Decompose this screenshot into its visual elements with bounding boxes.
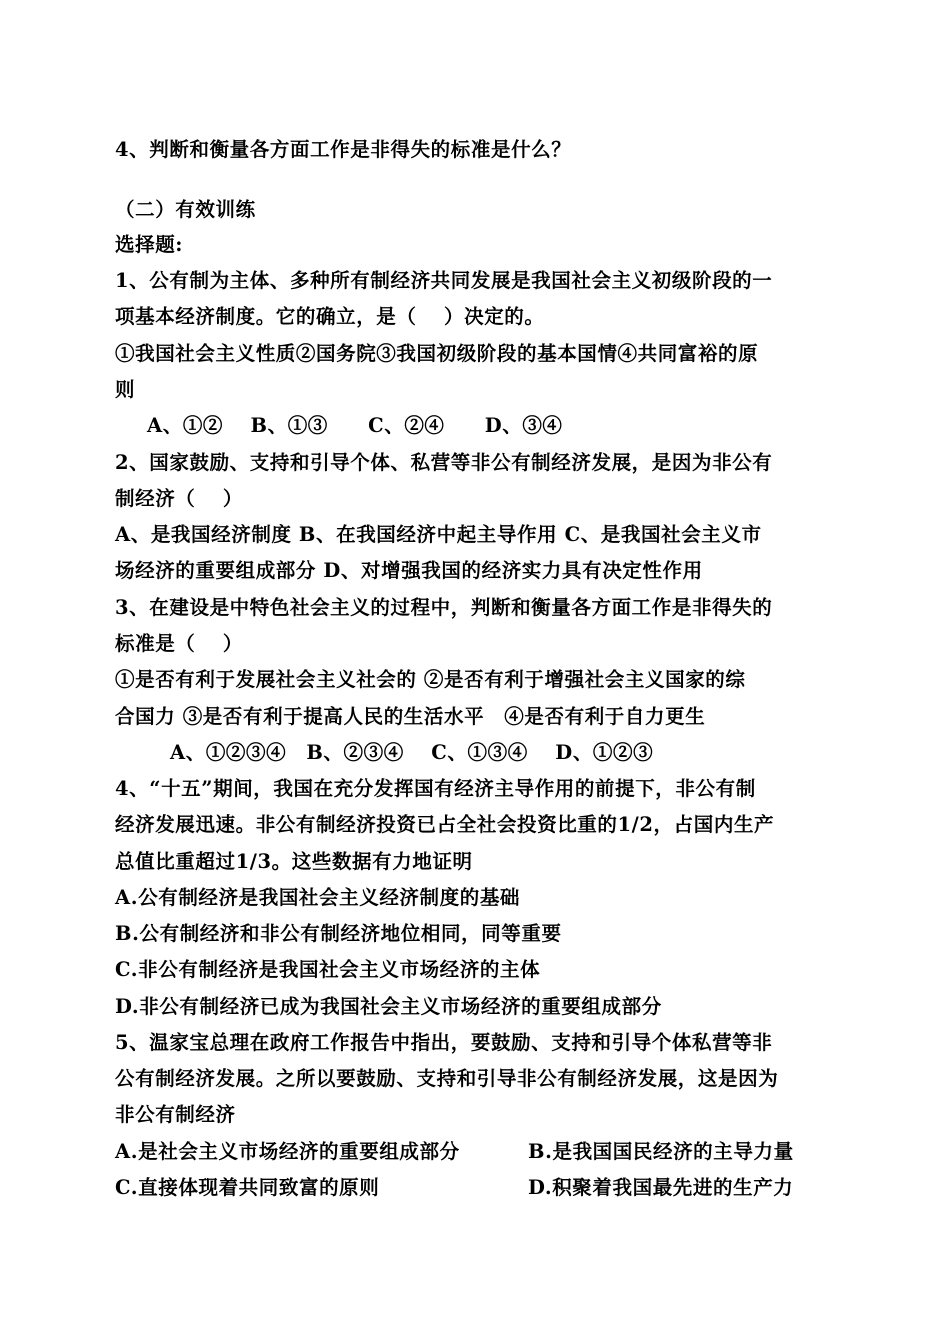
q1-line-3: ①我国社会主义性质②国务院③我国初级阶段的基本国情④共同富裕的原 [115,342,759,365]
q2-line-4: 场经济的重要组成部分 D、对增强我国的经济实力具有决定性作用 [115,559,703,582]
q1-line-1: 1、公有制为主体、多种所有制经济共同发展是我国社会主义初级阶段的一 [115,269,773,292]
q2-line-3: A、是我国经济制度 B、在我国经济中起主导作用 C、是我国社会主义市 [115,523,762,546]
q3-line-1: 3、在建设是中特色社会主义的过程中，判断和衡量各方面工作是非得失的 [115,596,773,619]
q5-option-c: C.直接体现着共同致富的原则 [115,1176,380,1199]
q3-line-2: 标准是（ ） [115,632,243,655]
q4-line-3: 总值比重超过1/3。这些数据有力地证明 [115,850,473,873]
q5-line-3: 非公有制经济 [115,1103,236,1126]
q1-line-4: 则 [115,378,136,401]
q4-line-1: 4、“十五”期间，我国在充分发挥国有经济主导作用的前提下，非公有制 [115,777,756,800]
q4-option-a: A.公有制经济是我国社会主义经济制度的基础 [115,886,521,909]
q4-option-d: D.非公有制经济已成为我国社会主义市场经济的重要组成部分 [115,995,662,1018]
q3-options: A、①②③④ B、②③④ C、①③④ D、①②③ [170,741,654,764]
q4-line-2: 经济发展迅速。非公有制经济投资已占全社会投资比重的1/2，占国内生产 [115,813,775,836]
q1-options: A、①② B、①③ C、②④ D、③④ [147,414,563,437]
q5-option-a: A.是社会主义市场经济的重要组成部分 [115,1140,460,1163]
q5-line-1: 5、温家宝总理在政府工作报告中指出，要鼓励、支持和引导个体私营等非 [115,1031,773,1054]
q4-option-c: C.非公有制经济是我国社会主义市场经济的主体 [115,958,541,981]
q5-option-b: B.是我国国民经济的主导力量 [528,1140,794,1163]
choice-heading: 选择题: [115,233,184,256]
q3-line-4: 合国力 ③是否有利于提高人民的生活水平 ④是否有利于自力更生 [115,705,706,728]
question-4-heading: 4、判断和衡量各方面工作是非得失的标准是什么？ [115,138,572,161]
q2-line-2: 制经济（ ） [115,487,243,510]
q4-option-b: B.公有制经济和非公有制经济地位相同，同等重要 [115,922,562,945]
section-title: （二）有效训练 [115,198,256,221]
q1-line-2: 项基本经济制度。它的确立，是（ ）决定的。 [115,305,545,328]
q2-line-1: 2、国家鼓励、支持和引导个体、私营等非公有制经济发展，是因为非公有 [115,451,773,474]
q5-option-d: D.积聚着我国最先进的生产力 [528,1176,794,1199]
q3-line-3: ①是否有利于发展社会主义社会的 ②是否有利于增强社会主义国家的综 [115,668,746,691]
q5-line-2: 公有制经济发展。之所以要鼓励、支持和引导非公有制经济发展，这是因为 [115,1067,779,1090]
